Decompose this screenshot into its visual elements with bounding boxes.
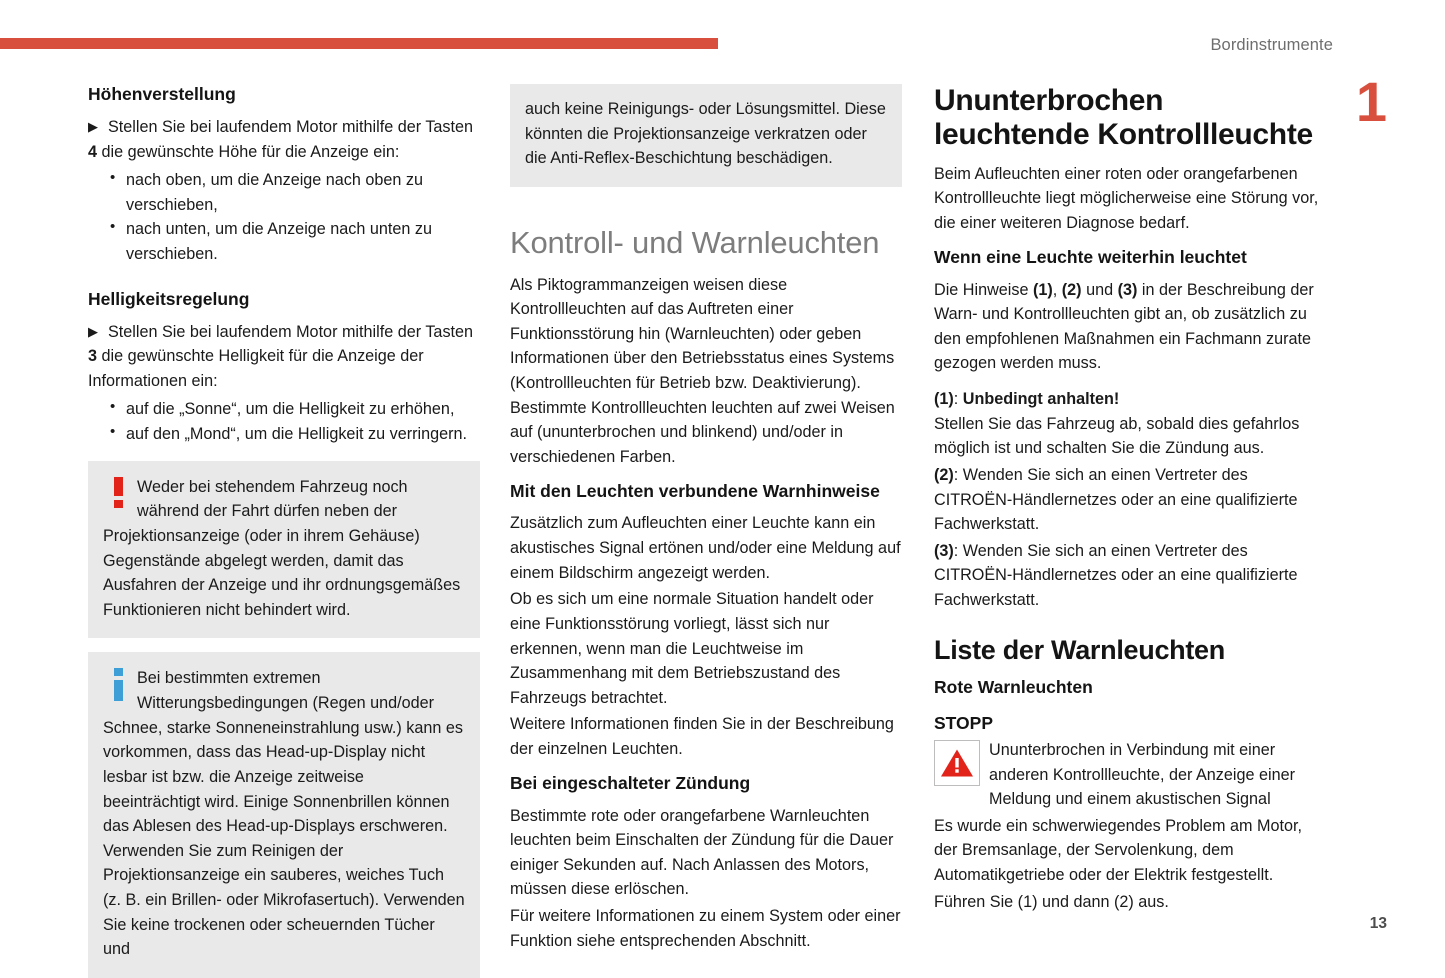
zuendung-paragraph-1: Bestimmte rote oder orangefarbene Warnleuchten leuchten beim Einschalten der Zündung für die Dauer einiger Sekunden auf. Nach Anlassen des Motors, müssen diese erlöschen. xyxy=(510,806,894,899)
arrow-marker-icon: ▶ xyxy=(88,323,98,339)
tell-tale-stopp-text: Ununterbrochen in Verbindung mit einer anderen Kontrollleuchte, der Anzeige einer Meldung und einem akustischen Signal xyxy=(989,740,1295,809)
heading-warnhinweise: Mit den Leuchten verbundene Warnhinweise xyxy=(510,480,880,501)
hinweis-item-2-label: (2) xyxy=(934,465,954,484)
hinweis-item-3: (3): Wenden Sie sich an einen Vertreter des CITROËN-Händlernetzes oder an eine qualifizierte Fachwerkstatt. xyxy=(934,541,1298,610)
warning-triangle-icon xyxy=(934,740,980,786)
button-ref-3: 3 xyxy=(88,347,98,366)
hinweis-ref-1: (1) xyxy=(1032,280,1053,299)
page-header-title: Bordinstrumente xyxy=(1210,36,1333,54)
hinweise-sep-2: und xyxy=(1086,280,1114,299)
section-heading-ununterbrochen: Ununterbrochen leuchtende Kontrollleuchte xyxy=(934,84,1313,151)
tell-tale-stopp-detail: Es wurde ein schwerwiegendes Problem am Motor, der Bremsanlage, der Servolenkung, dem Automatikgetriebe oder der Elektrik festgestellt. xyxy=(934,816,1302,885)
warning-callout xyxy=(88,461,480,639)
hinweis-item-1: (1): Unbedingt anhalten! Stellen Sie das Fahrzeug ab, sobald dies gefahrlos möglich ist und schalten Sie die Zündung aus. xyxy=(934,390,1300,458)
hoehe-bullet-list xyxy=(88,168,480,267)
hinweis-item-2: (2): Wenden Sie sich an einen Vertreter des CITROËN-Händlernetzes oder an eine qualifizierte Fachwerkstatt. xyxy=(934,465,1298,534)
helligkeit-bullet-list xyxy=(88,397,480,446)
header-rule xyxy=(0,38,718,49)
heading-rote-warnleuchten: Rote Warnleuchten xyxy=(934,677,1093,698)
heading-hoehenverstellung: Höhenverstellung xyxy=(88,84,236,104)
info-callout-text: Bei bestimmten extremen Witterungsbedingungen (Regen und/oder Schnee, starke Sonneneinstrahlung usw.) kann es vorkommen, dass das Head-up-Display nicht lesbar ist bzw. die Anzeige zeitweise beeinträchtigt wird. Einige Sonnenbrillen können das Ablesen des Head-up-Displays erschweren. Verwenden Sie zum Reinigen der Projektionsanzeige ein sauberes, weiches Tuch (z. B. ein Brillen- oder Mikrofasertuch). Verwenden Sie keine trockenen oder scheuernden Tücher und xyxy=(103,669,465,959)
tell-tale-stopp-action: Führen Sie (1) und dann (2) aus. xyxy=(934,892,1169,911)
hinweis-item-3-label: (3) xyxy=(934,541,954,560)
hinweise-pre: Die Hinweise xyxy=(934,280,1029,299)
info-callout-continued-text: auch keine Reinigungs- oder Lösungsmittel. Diese könnten die Projektionsanzeige verkratzen oder die Anti-Reflex-Beschichtung beschädigen. xyxy=(525,100,886,168)
instruction-helligkeit xyxy=(88,320,480,394)
ununterbrochen-intro: Beim Aufleuchten einer roten oder orangefarbenen Kontrollleuchte liegt möglicherweise eine Störung vor, die einer weiteren Diagnose bedarf. xyxy=(934,164,1319,233)
list-item: • auf die „Sonne“, um die Helligkeit zu erhöhen, xyxy=(110,397,480,422)
hinweis-ref-2: (2) xyxy=(1061,280,1082,299)
list-item: • nach oben, um die Anzeige nach oben zu verschieben, xyxy=(110,168,480,217)
hinweis-item-1-text: Stellen Sie das Fahrzeug ab, sobald dies gefahrlos möglich ist und schalten Sie die Zündung aus. xyxy=(934,414,1300,458)
intro-paragraph: Als Piktogrammanzeigen weisen diese Kontrollleuchten auf das Auftreten einer Funktionsstörung hin (Warnleuchten) oder geben Informationen über den Betriebsstatus eines Systems (Kontrollleuchten für Betrieb bzw. Deaktivierung). Bestimmte Kontrollleuchten leuchten auf zwei Weisen auf (ununterbrochen und blinkend) und/oder in verschiedenen Farben. xyxy=(510,275,895,466)
info-callout xyxy=(88,652,480,978)
hinweis-item-1-bold: Unbedingt anhalten! xyxy=(962,390,1120,409)
tell-tale-label-stopp: STOPP xyxy=(934,713,994,734)
warnhinweise-paragraph-2: Ob es sich um eine normale Situation handelt oder eine Funktionsstörung vorliegt, lässt sich nur erkennen, wenn man die Leuchtweise im Zusammenhang mit dem Betriebszustand des Fahrzeugs betrachtet. xyxy=(510,590,874,707)
tell-tale-stopp-entry xyxy=(934,738,1326,812)
info-icon xyxy=(103,666,133,708)
column-right xyxy=(934,84,1326,925)
warnhinweise-paragraph-1: Zusätzlich zum Aufleuchten einer Leuchte kann ein akustisches Signal ertönen und/oder eine Meldung auf einem Bildschirm angezeigt werden. xyxy=(510,514,901,582)
page-number: 13 xyxy=(1369,915,1387,932)
instruction-hoehe-rest: die gewünschte Höhe für die Anzeige ein: xyxy=(101,142,400,161)
arrow-marker-icon: ▶ xyxy=(88,118,98,134)
section-heading-liste-warnleuchten: Liste der Warnleuchten xyxy=(934,634,1225,665)
column-left xyxy=(88,84,480,978)
instruction-hoehe-text: Stellen Sie bei laufendem Motor mithilfe der Tasten xyxy=(108,117,474,136)
instruction-hoehe xyxy=(88,115,480,164)
heading-zuendung: Bei eingeschalteter Zündung xyxy=(510,772,751,793)
column-middle xyxy=(510,84,902,964)
hinweis-item-2-text: Wenden Sie sich an einen Vertreter des CITROËN-Händlernetzes oder an eine qualifizierte Fachwerkstatt. xyxy=(934,465,1298,534)
hinweise-sep-1: , xyxy=(1052,280,1058,299)
hinweis-ref-3: (3) xyxy=(1117,280,1138,299)
info-callout-continued xyxy=(510,84,902,187)
hinweise-paragraph xyxy=(934,278,1326,377)
instruction-helligkeit-rest: die gewünschte Helligkeit für die Anzeige der Informationen ein: xyxy=(88,347,424,390)
button-ref-4: 4 xyxy=(88,142,98,161)
section-heading-kontroll-warnleuchten: Kontroll- und Warnleuchten xyxy=(510,224,880,260)
chapter-number: 1 xyxy=(1355,70,1387,133)
instruction-helligkeit-pre: Tasten xyxy=(425,322,474,341)
hinweise-rest: in der Beschreibung der Warn- und Kontrollleuchten gibt an, ob zusätzlich zu den empfohlenen Maßnahmen ein Fachmann zurate gezogen werden muss. xyxy=(934,280,1314,373)
instruction-helligkeit-text: Stellen Sie bei laufendem Motor mithilfe der xyxy=(108,322,422,341)
list-item: • nach unten, um die Anzeige nach unten zu verschieben. xyxy=(110,217,480,266)
heading-helligkeitsregelung: Helligkeitsregelung xyxy=(88,288,250,309)
warning-callout-text: Weder bei stehendem Fahrzeug noch während der Fahrt dürfen neben der Projektionsanzeige (oder in ihrem Gehäuse) Gegenstände abgelegt werden, damit das Ausfahren der Anzeige und ihr ordnungsgemäßes Funktionieren nicht behindert wird. xyxy=(103,477,461,619)
hinweis-item-1-label: (1) xyxy=(934,390,954,409)
zuendung-paragraph-2: Für weitere Informationen zu einem System oder einer Funktion siehe entsprechenden Abschnitt. xyxy=(510,907,901,950)
hinweis-item-3-text: Wenden Sie sich an einen Vertreter des CITROËN-Händlernetzes oder an eine qualifizierte Fachwerkstatt. xyxy=(934,541,1298,610)
warnhinweise-paragraph-3: Weitere Informationen finden Sie in der Beschreibung der einzelnen Leuchten. xyxy=(510,715,894,759)
list-item: • auf den „Mond“, um die Helligkeit zu verringern. xyxy=(110,422,480,447)
heading-weiterhin-leuchtet: Wenn eine Leuchte weiterhin leuchtet xyxy=(934,246,1247,267)
exclamation-icon xyxy=(103,475,133,517)
